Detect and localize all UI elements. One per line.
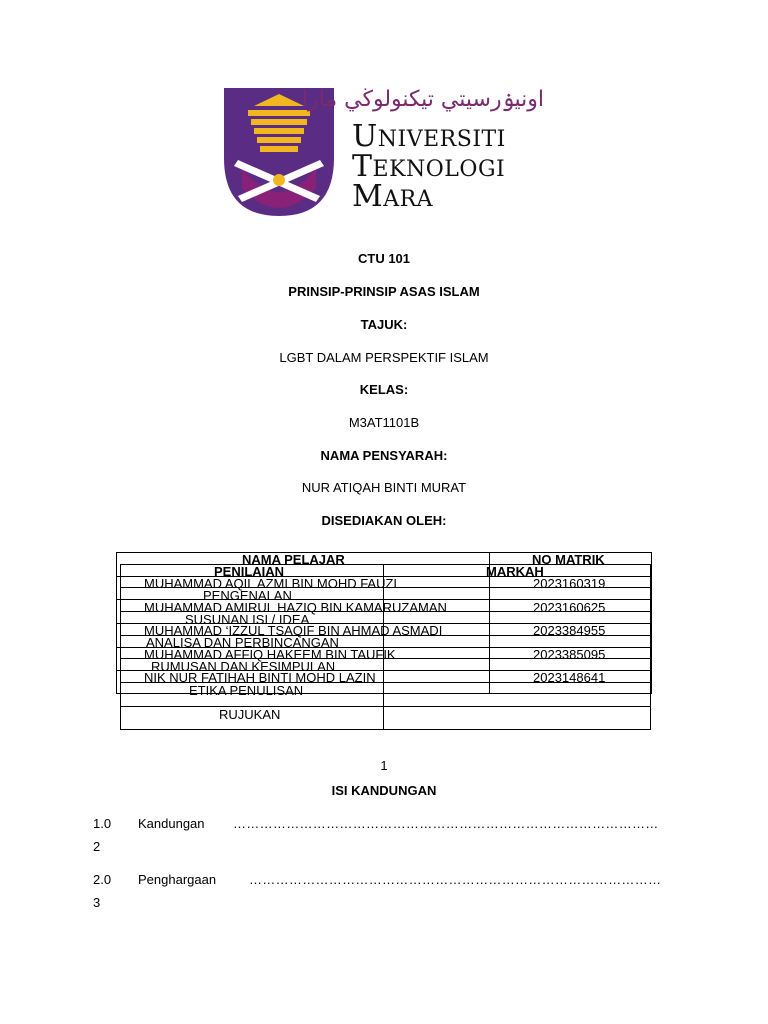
toc-entry-1-page[interactable]: 2 [93,839,101,854]
logo-line-universiti: UNIVERSITI [352,119,506,154]
toc-entry-1-label: Kandungan [138,816,205,831]
page-number: 1 [380,758,388,773]
header-matric-no: NO MATRIK [532,552,605,567]
toc-entry-2-leader: ………………………………………………………………………………… [249,872,662,887]
logo-line-teknologi: TEKNOLOGI [352,149,506,184]
student-name-5: NIK NUR FATIHAH BINTI MOHD LAZIN [144,670,376,685]
criteria-1: PENGENALAN [203,588,292,603]
prepared-by-label: DISEDIAKAN OLEH: [321,513,447,528]
toc-entry-2-label: Penghargaan [138,872,217,887]
criteria-6: RUJUKAN [219,707,281,722]
class-value: M3AT1101B [348,415,420,430]
criteria-2: SUSUNAN ISI / IDEA [185,612,310,627]
student-name-4: MUHAMMAD AFFIQ HAKEEM BIN TAUFIK [144,647,396,662]
student-matric-1: 2023160319 [533,576,606,591]
criteria-3: ANALISA DAN PERBINCANGAN [146,635,339,650]
toc-entry-1-leader: …………………………………………………………………………………… [233,816,659,831]
student-name-2: MUHAMMAD AMIRUL HAZIQ BIN KAMARUZAMAN [144,600,447,615]
toc-title: ISI KANDUNGAN [331,783,437,798]
student-matric-5: 2023148641 [533,670,606,685]
header-marks: MARKAH [486,564,544,579]
class-label: KELAS: [359,382,409,397]
lecturer-label: NAMA PENSYARAH: [320,448,448,463]
criteria-5: ETIKA PENULISAN [189,683,304,698]
student-name-3: MUHAMMAD ‘IZZUL TSAQIF BIN AHMAD ASMADI [144,623,443,638]
student-name-1: MUHAMMAD AQIL AZMI BIN MOHD FAUZI [144,576,398,591]
uitm-logo [224,86,546,216]
header-student-name: NAMA PELAJAR [242,552,345,567]
toc-entry-2-page[interactable]: 3 [93,895,101,910]
toc-entry-1-number: 1.0 [93,816,112,831]
student-matric-4: 2023385095 [533,647,606,662]
logo-line-mara: MARA [352,179,434,214]
criteria-4: RUMUSAN DAN KESIMPULAN [151,659,336,674]
student-matric-2: 2023160625 [533,600,606,615]
course-name: PRINSIP-PRINSIP ASAS ISLAM [288,284,480,299]
topic-label: TAJUK: [360,317,408,332]
header-assessment: PENILAIAN [214,564,285,579]
student-matric-3: 2023384955 [533,623,606,638]
course-code: CTU 101 [357,251,411,266]
logo-jawi-text: اونيۏرسيتي تيكنولوڬي مارا [301,87,544,112]
toc-entry-2-number: 2.0 [93,872,112,887]
lecturer-value: NUR ATIQAH BINTI MURAT [301,480,467,495]
topic-value: LGBT DALAM PERSPEKTIF ISLAM [279,350,489,365]
